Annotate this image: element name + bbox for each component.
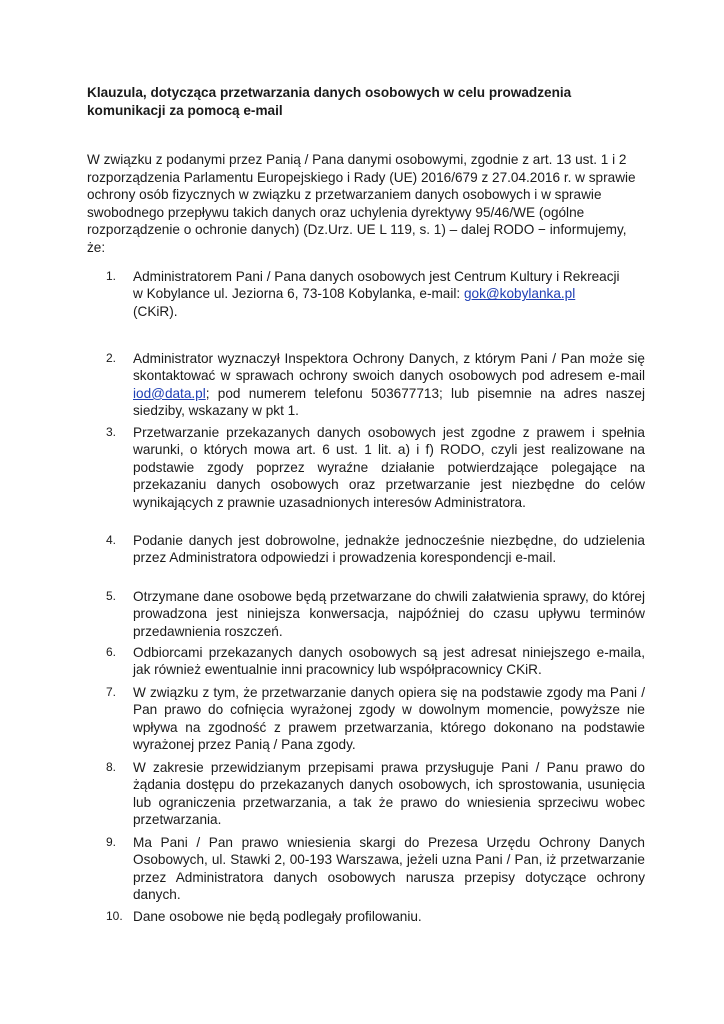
item-number: 4. xyxy=(106,533,117,547)
item-text: ; pod numerem telefonu 503677713; lub pisemnie na adres naszej siedziby, wskazany w pkt 1. xyxy=(133,385,645,419)
item-text: w Kobylance ul. Jeziorna 6, 73-108 Kobylanka, e-mail: xyxy=(133,286,464,302)
item-text: W zakresie przewidzianym przepisami prawa przysługuje Pani / Panu prawo do żądania dostępu do przekazanych danych osobowych, ich sprostowania, usunięcia lub ograniczenia przetwarzania, a tak że prawo do wniesienia sprzeciwu wobec przetwarzania. xyxy=(133,760,645,828)
item-text: Podanie danych jest dobrowolne, jednakże jednocześnie niezbędne, do udzielenia przez Administratora odpowiedzi i prowadzenia korespondencji e-mail. xyxy=(133,533,645,566)
item-number: 5. xyxy=(106,589,117,603)
item-text: Administratorem Pani / Pana danych osobowych jest Centrum Kultury i Rekreacji xyxy=(133,269,620,284)
item-text: Ma Pani / Pan prawo wniesienia skargi do Prezesa Urzędu Ochrony Danych Osobowych, ul. Stawki 2, 00-193 Warszawa, jeżeli uzna Pani / Pan, iż przetwarzanie przez Administratora danych osobowych narusza przepisy dotyczące ochrony danych. xyxy=(133,835,645,903)
item-text: W związku z tym, że przetwarzanie danych opiera się na podstawie zgody ma Pani / Pan prawo do cofnięcia wyrażonej zgody w dowolnym momencie, powyższe nie wpływa na zgodność z prawem przetwarzania, którego dokonano na podstawie wyrażonej przez Panią / Pana zgody. xyxy=(133,685,645,753)
item-text: Dane osobowe nie będą podlegały profilowaniu. xyxy=(133,909,422,924)
document-title: Klauzula, dotycząca przetwarzania danych osobowych w celu prowadzenia komunikacji za pomocą e-mail xyxy=(87,85,572,118)
item-number: 8. xyxy=(106,760,117,774)
item-text: Otrzymane dane osobowe będą przetwarzane do chwili załatwienia sprawy, do której prowadzona jest niniejsza konwersacja, najpóźniej do czasu upływu terminów przedawnienia roszczeń. xyxy=(133,589,645,639)
item-number: 6. xyxy=(106,645,117,659)
item-text: Administrator wyznaczył Inspektora Ochrony Danych, z którym Pani / Pan może się skontaktować w sprawach ochrony swoich danych osobowych pod adresem e-mail xyxy=(133,351,645,384)
item-number: 1. xyxy=(106,269,117,283)
item-text: Przetwarzanie przekazanych danych osobowych jest zgodne z prawem i spełnia warunki, o których mowa art. 6 ust. 1 lit. a) i f) RODO, czyli jest realizowane na podstawie zgody poprzez wyraźne działanie potwierdzające polegające na przekazaniu danych osobowych oraz przetwarzanie jest niezbędne do celów wynikających z prawnie uzasadnionych interesów Administratora. xyxy=(133,425,645,510)
item-number: 9. xyxy=(106,835,117,849)
item-text: (CKiR). xyxy=(133,303,178,319)
item-text: Odbiorcami przekazanych danych osobowych są jest adresat niniejszego e-maila, jak również ewentualnie inni pracownicy lub współpracownicy CKiR. xyxy=(133,645,645,678)
intro-paragraph: W związku z podanymi przez Panią / Pana danymi osobowymi, zgodnie z art. 13 ust. 1 i 2 rozporządzenia Parlamentu Europejskiego i Rady (UE) 2016/679 z 27.04.2016 r. w sprawie ochrony osób fizycznych w związku z przetwarzaniem danych osobowych i w sprawie swobodnego przepływu takich danych oraz uchylenia dyrektywy 95/46/WE (ogólne rozporządzenie o ochronie danych) (Dz.Urz. UE L 119, s. 1) – dalej RODO − informujemy, że: xyxy=(87,152,636,255)
item-number: 3. xyxy=(106,425,117,439)
email-link[interactable]: iod@data.pl xyxy=(133,385,206,401)
item-number: 10. xyxy=(106,909,123,923)
item-number: 2. xyxy=(106,351,117,365)
email-link[interactable]: gok@kobylanka.pl xyxy=(463,286,576,302)
item-number: 7. xyxy=(106,685,117,699)
